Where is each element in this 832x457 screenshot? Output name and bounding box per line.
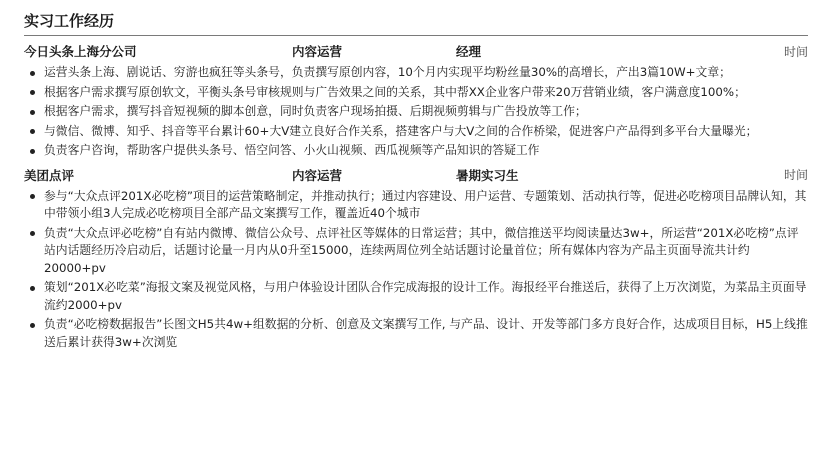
job-role: 暑期实习生 [456,167,519,183]
bullet-item: 策划“201X必吃菜”海报文案及视觉风格，与用户体验设计团队合作完成海报的设计工作。海报经平台推送后，获得了上万次浏览，为菜品主页面导流约2000+pv [24,279,808,314]
job-entry-toutiao [24,42,808,160]
bullet-item: 参与“大众点评201X必吃榜”项目的运营策略制定，并推动执行；通过内容建设、用户运营、专题策划、活动执行等，促进必吃榜项目品牌认知，其中带领小组3人完成必吃榜项目全部产品文案撰写工作，覆盖近40个城市 [24,188,808,223]
job-role: 经理 [456,44,482,59]
bullet-item: 负责客户咨询，帮助客户提供头条号、悟空问答、小火山视频、西瓜视频等产品知识的答疑工作 [24,142,808,160]
job-company: 今日头条上海分公司 [24,44,137,59]
job-time: 时间 [783,44,808,59]
job-entry-meituan [24,166,808,352]
bullet-item: 运营头条上海、剧说话、穷游也疯狂等头条号，负责撰写原创内容，10个月内实现平均粉丝量30%的高增长，产出3篇10W+文章； [24,64,808,82]
job-header [24,42,808,60]
job-bullets [24,188,808,352]
section-title: 实习工作经历 [24,10,808,36]
bullet-item: 负责“大众点评必吃榜”自有站内微博、微信公众号、点评社区等媒体的日常运营；其中，微信推送平均阅读量达3w+，所运营“201X必吃榜”点评站内话题经历冷启动后，话题讨论量一月内从0升至15000，连续两周位列全站话题讨论量首位；所有媒体内容为产品主页面导流共计约20000+pv [24,225,808,278]
job-header [24,166,808,184]
job-department: 内容运营 [292,44,343,59]
job-time: 时间 [783,168,808,182]
bullet-item: 根据客户需求，撰写抖音短视频的脚本创意，同时负责客户现场拍摄、后期视频剪辑与广告投放等工作； [24,103,808,121]
bullet-item: 负责“必吃榜数据报告”长图文H5共4w+组数据的分析、创意及文案撰写工作, 与产品、设计、开发等部门多方良好合作，达成项目目标，H5上线推送后累计获得3w+次浏览 [24,316,808,351]
bullet-item: 根据客户需求撰写原创软文，平衡头条号审核规则与广告效果之间的关系，其中帮XX企业客户带来20万营销业绩，客户满意度100%； [24,84,808,102]
bullet-item: 与微信、微博、知乎、抖音等平台累计60+大V建立良好合作关系，搭建客户与大V之间的合作桥梁，促进客户产品得到多平台大量曝光； [24,123,808,141]
job-department: 内容运营 [292,167,343,183]
job-bullets [24,64,808,160]
job-company: 美团点评 [24,167,75,183]
